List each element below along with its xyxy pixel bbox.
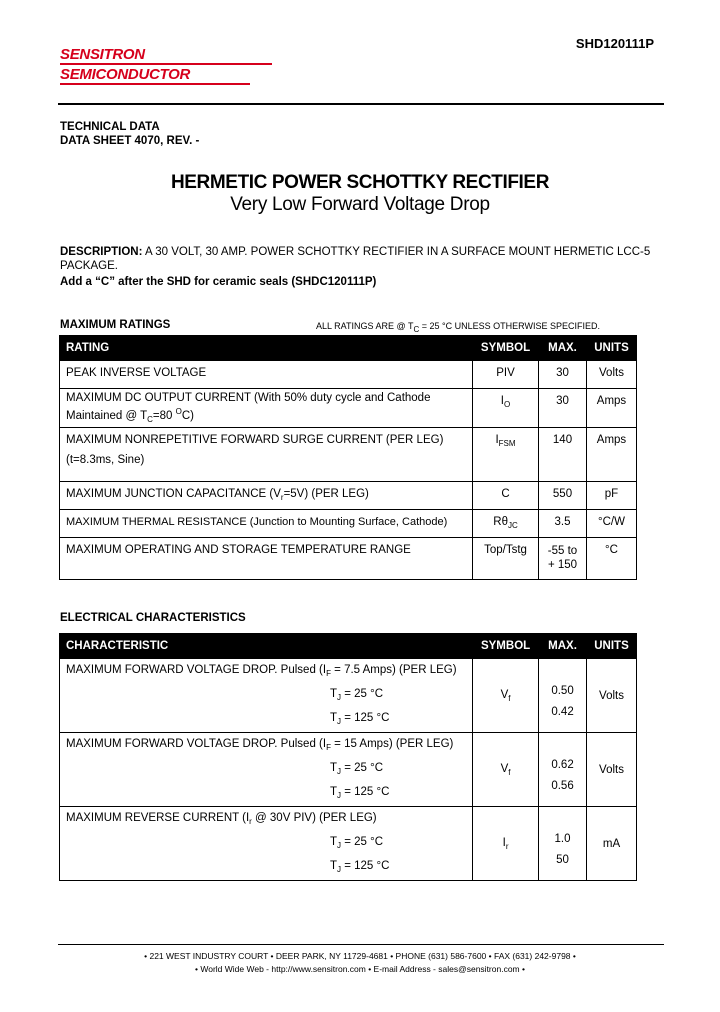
logo-line1: SENSITRON <box>60 46 145 63</box>
ratings-condition-note: ALL RATINGS ARE @ TC = 25 °C UNLESS OTHERWISE SPECIFIED. <box>316 321 601 334</box>
table-row: MAXIMUM JUNCTION CAPACITANCE $(V_r=5V)$ (PER LEG) C 550 pF <box>60 482 637 510</box>
logo-underline-2 <box>60 83 250 85</box>
data-sheet-label: DATA SHEET 4070, REV. - <box>60 135 200 147</box>
table-row: MAXIMUM REVERSE CURRENT ($I_r$ @ 30V PIV) (PER LEG) $T_J = 25$ °C $T_J = 125$ °C $I_r$ 1.0 50 mA <box>60 807 637 881</box>
col-units: UNITS <box>587 634 637 659</box>
description-label: DESCRIPTION: <box>60 246 143 258</box>
col-symbol: SYMBOL <box>473 336 539 361</box>
footer-web: • World Wide Web - http://www.sensitron.com • E-mail Address - sales@sensitron.com • <box>195 964 525 974</box>
col-units: UNITS <box>586 336 636 361</box>
table-row: PEAK INVERSE VOLTAGE PIV 30 Volts <box>60 361 637 389</box>
electrical-table <box>59 633 637 881</box>
header-divider <box>58 103 664 105</box>
ceramic-note: Add a “C” after the SHD for ceramic seals (SHDC120111P) <box>60 276 377 288</box>
tech-data-label: TECHNICAL DATA <box>60 121 160 133</box>
table-row: MAXIMUM FORWARD VOLTAGE DROP. Pulsed ($I_F = 7.5$ Amps) (PER LEG) $T_J = 25$ °C $T_J = 125$ °C $V_f$ 0.50 0.42 Volts <box>60 659 637 733</box>
part-number: SHD120111P <box>575 36 654 51</box>
description-text: A 30 VOLT, 30 AMP. POWER SCHOTTKY RECTIFIER IN A SURFACE MOUNT HERMETIC LCC-5 PACKAGE. <box>60 246 651 272</box>
page-subtitle: Very Low Forward Voltage Drop <box>230 194 490 215</box>
table-row: MAXIMUM FORWARD VOLTAGE DROP. Pulsed ($I_F = 15$ Amps) (PER LEG) $T_J = 25$ °C $T_J = 125$ °C $V_f$ 0.62 0.56 Volts <box>60 733 637 807</box>
col-characteristic: CHARACTERISTIC <box>60 634 473 659</box>
max-ratings-heading: MAXIMUM RATINGS <box>60 319 171 331</box>
table-row: MAXIMUM DC OUTPUT CURRENT (With 50% duty cycle and Cathode Maintained @ $T_C=80$ $^O$C) $I_O$ 30 Amps <box>60 389 637 428</box>
logo-line2: SEMICONDUCTOR <box>60 66 190 83</box>
table-header-row <box>60 336 637 361</box>
col-max: MAX. <box>539 634 587 659</box>
table-row: MAXIMUM NONREPETITIVE FORWARD SURGE CURRENT (PER LEG) (t=8.3ms, Sine) $I_{FSM}$ 140 Amps <box>60 428 637 482</box>
col-max: MAX. <box>539 336 587 361</box>
page-title: HERMETIC POWER SCHOTTKY RECTIFIER <box>170 172 550 193</box>
description <box>60 245 666 273</box>
footer-divider <box>58 944 664 945</box>
logo-underline-1 <box>60 63 272 65</box>
col-symbol: SYMBOL <box>473 634 539 659</box>
table-header-row <box>60 634 637 659</box>
electrical-heading: ELECTRICAL CHARACTERISTICS <box>60 612 246 624</box>
col-rating: RATING <box>60 336 473 361</box>
footer-address: • 221 WEST INDUSTRY COURT • DEER PARK, NY 11729-4681 • PHONE (631) 586-7600 • FAX (631) 242-9798 • <box>144 951 576 961</box>
table-row: MAXIMUM THERMAL RESISTANCE (Junction to Mounting Surface, Cathode) $R\theta_{JC}$ 3.5 °C/W <box>60 510 637 538</box>
table-row: MAXIMUM OPERATING AND STORAGE TEMPERATURE RANGE Top/Tstg -55 to + 150 °C <box>60 538 637 580</box>
max-ratings-table <box>59 335 637 580</box>
technical-data-block <box>60 120 199 148</box>
